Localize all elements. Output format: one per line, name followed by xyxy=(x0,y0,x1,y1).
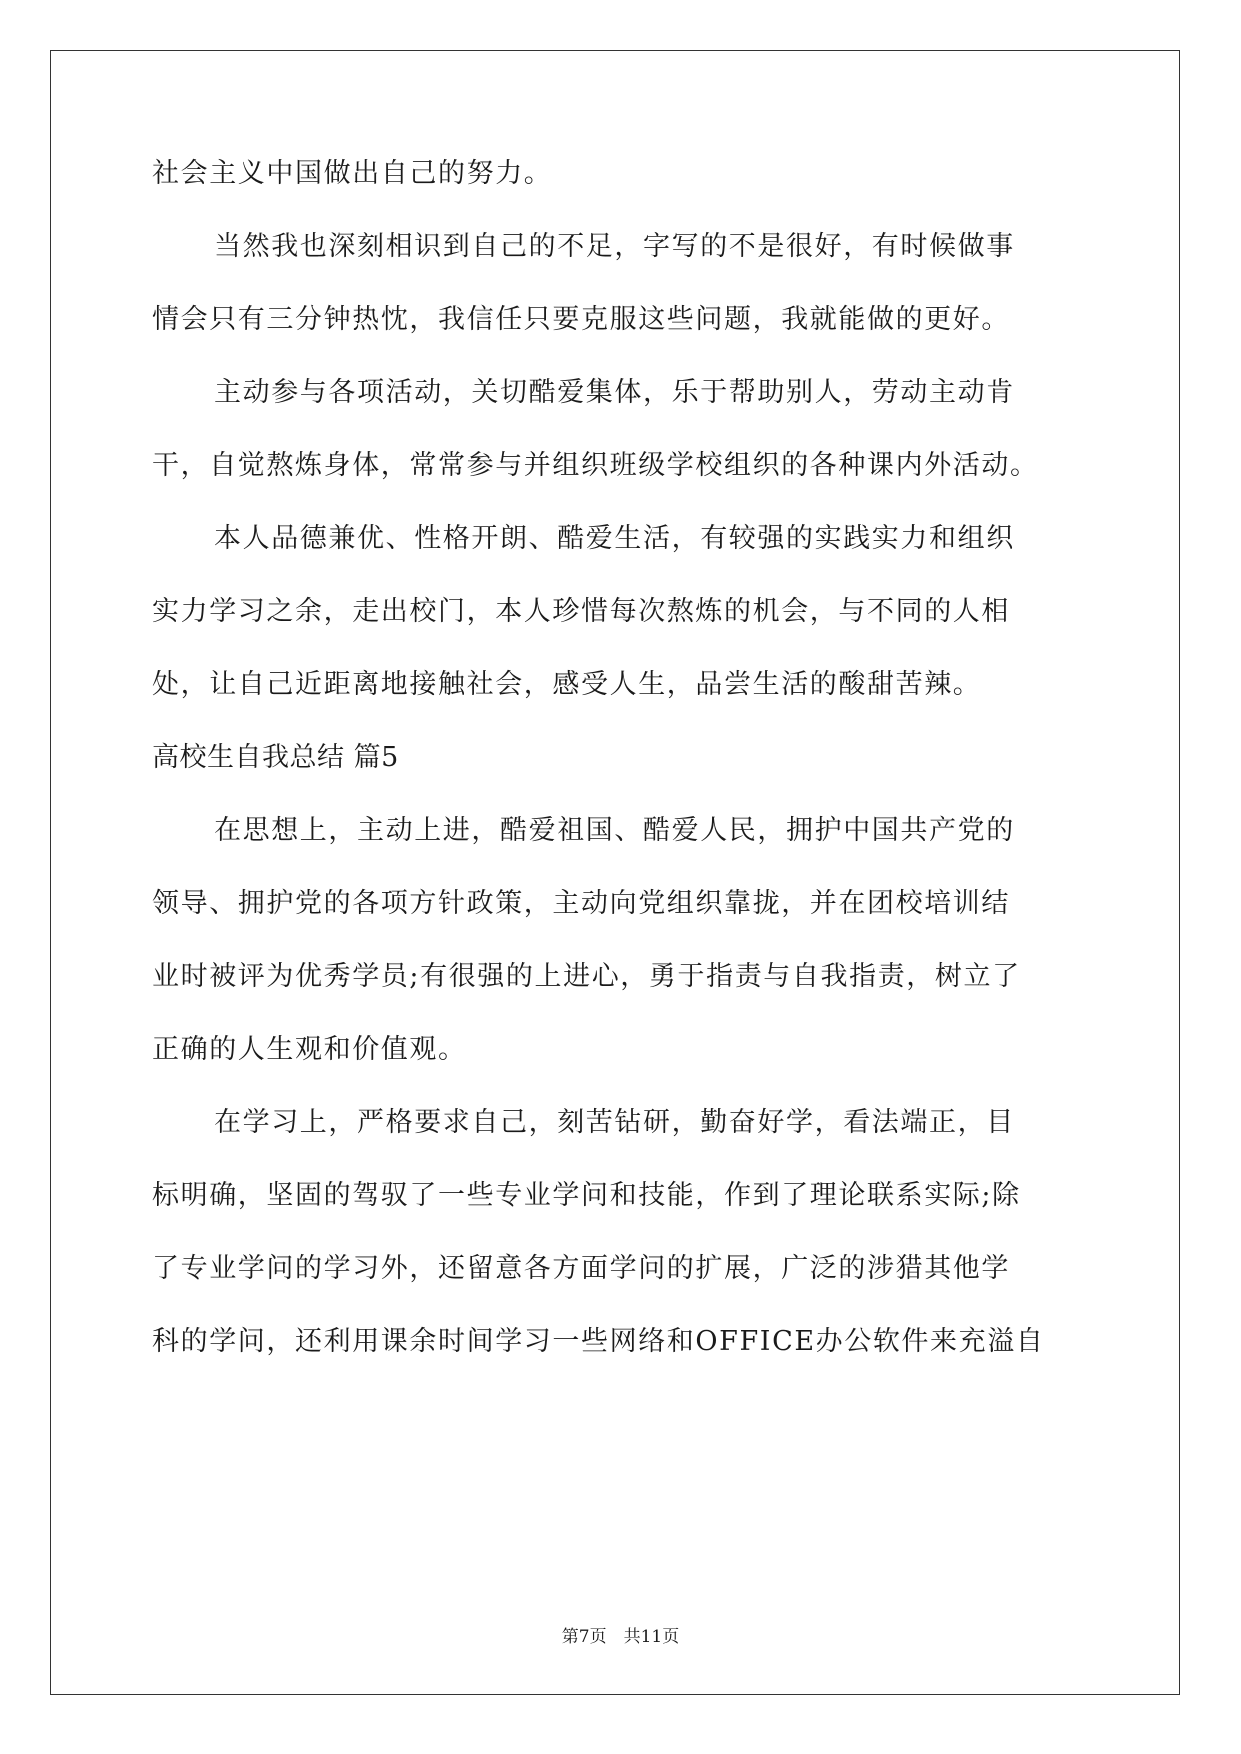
text-line: 标明确，坚固的驾驭了一些专业学问和技能，作到了理论联系实际;除 xyxy=(152,1180,1021,1211)
text-line: 业时被评为优秀学员;有很强的上进心，勇于指责与自我指责，树立了 xyxy=(152,961,1021,992)
text-line: 正确的人生观和价值观。 xyxy=(152,1034,467,1065)
text-line: 当然我也深刻相识到自己的不足，字写的不是很好，有时候做事 xyxy=(214,231,1015,262)
text-line: 在思想上，主动上进，酷爱祖国、酷爱人民，拥护中国共产党的 xyxy=(214,815,1015,846)
text-line: 处，让自己近距离地接触社会，感受人生，品尝生活的酸甜苦辣。 xyxy=(152,669,982,700)
page-border xyxy=(50,50,1180,1695)
page-number: 第7页 共11页 xyxy=(561,1627,680,1647)
text-line: 领导、拥护党的各项方针政策，主动向党组织靠拢，并在团校培训结 xyxy=(152,888,1010,919)
text-line: 社会主义中国做出自己的努力。 xyxy=(152,158,553,189)
text-line: 了专业学问的学习外，还留意各方面学问的扩展，广泛的涉猎其他学 xyxy=(152,1253,1010,1284)
text-line: 情会只有三分钟热忱，我信任只要克服这些问题，我就能做的更好。 xyxy=(152,304,1010,335)
section-heading: 高校生自我总结 篇5 xyxy=(152,742,399,773)
text-line: 本人品德兼优、性格开朗、酷爱生活，有较强的实践实力和组织 xyxy=(214,523,1015,554)
text-line: 科的学问，还利用课余时间学习一些网络和OFFICE办公软件来充溢自 xyxy=(152,1326,1045,1357)
text-line: 实力学习之余，走出校门，本人珍惜每次熬炼的机会，与不同的人相 xyxy=(152,596,1010,627)
text-line: 在学习上，严格要求自己，刻苦钻研，勤奋好学，看法端正，目 xyxy=(214,1107,1015,1138)
text-line: 主动参与各项活动，关切酷爱集体，乐于帮助别人，劳动主动肯 xyxy=(214,377,1015,408)
text-line: 干，自觉熬炼身体，常常参与并组织班级学校组织的各种课内外活动。 xyxy=(152,450,1039,481)
